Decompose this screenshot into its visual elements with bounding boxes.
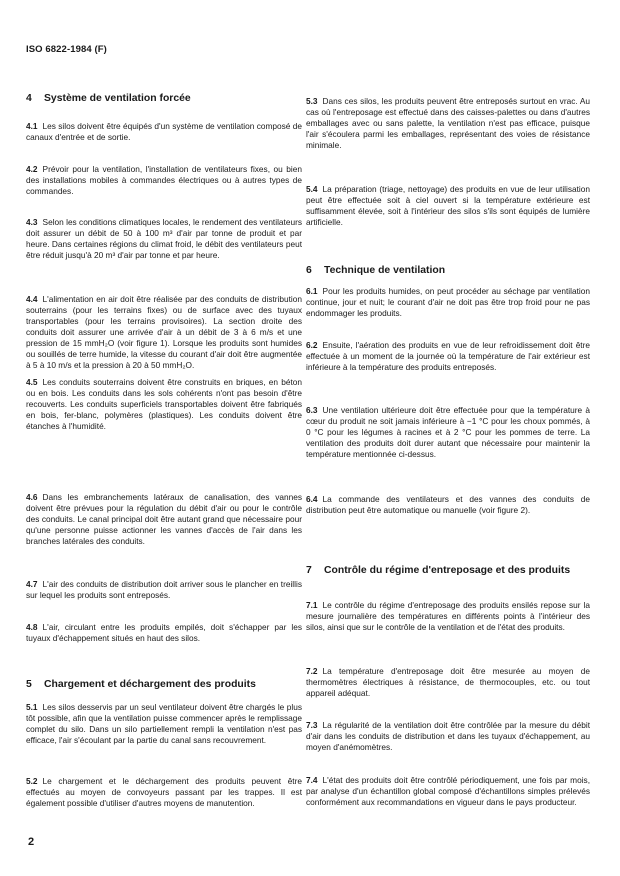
clause-text: Le chargement et le déchargement des produits peuvent être effectués au moyen de convoyeurs passant par les trappes. Il est également possible d'utiliser d'autres moyens de manutention. [26,776,302,809]
clause-text: La température d'entreposage doit être mesurée au moyen de thermomètres électriques à résistance, de thermocouples, etc. ou tout appareil adéquat. [306,666,590,699]
clause-paragraph [306,286,590,319]
clause-paragraph [26,702,302,746]
section-heading [26,92,302,105]
clause-paragraph [306,720,590,753]
clause-number: 5.2 [26,776,38,786]
clause-text: Prévoir pour la ventilation, l'installation de ventilateurs fixes, ou bien des installations mobiles à commandes électriques ou à autres types de commandes. [26,164,302,197]
clause-paragraph [306,494,590,516]
clause-text: Selon les conditions climatiques locales, le rendement des ventilateurs doit assurer un débit de 50 à 100 m³ d'air par tonne de produit et par heure. Dans certaines régions du climat froid, le débit des ventilateurs peut être réduit jusqu'à 20 m³ d'air par tonne et par heure. [26,217,302,261]
clause-text: La commande des ventilateurs et des vannes des conduits de distribution peut être automatique ou manuelle (voir figure 2). [306,494,590,516]
clause-paragraph [306,184,590,228]
clause-text: L'air des conduits de distribution doit arriver sous le plancher en treillis sur lequel les produits sont entreposés. [26,579,302,601]
clause-number: 6.3 [306,405,318,415]
clause-number: 7.2 [306,666,318,676]
clause-number: 5.4 [306,184,318,194]
section-heading [26,678,302,691]
clause-number: 4.2 [26,164,38,174]
clause-paragraph [306,340,590,373]
clause-text: Le contrôle du régime d'entreposage des produits ensilés repose sur la mesure journalière des températures en différents points à l'intérieur des silos, ainsi que sur le contrôle de la ventilation et de l'état des produits. [306,600,590,633]
clause-number: 5.3 [306,96,318,106]
section-title: Technique de ventilation [324,265,446,276]
clause-number: 4.7 [26,579,38,589]
clause-text: L'air, circulant entre les produits empilés, doit s'échapper par les tuyaux d'échappement situés en haut des silos. [26,622,302,644]
clause-number: 4.6 [26,492,38,502]
clause-number: 4.3 [26,217,38,227]
clause-paragraph [26,492,302,547]
clause-paragraph [306,405,590,460]
page-number: 2 [28,836,35,848]
clause-paragraph [26,622,302,644]
clause-number: 4.5 [26,377,38,387]
section-number: 5 [26,679,32,690]
clause-number: 7.3 [306,720,318,730]
clause-paragraph [26,121,302,143]
clause-text: Ensuite, l'aération des produits en vue de leur refroidissement doit être effectuée à un moment de la journée où la température de l'air extérieur est inférieure à la température des produits entreposés. [306,340,590,373]
clause-number: 4.4 [26,294,38,304]
clause-text: L'alimentation en air doit être réalisée par des conduits de distribution souterrains (pour les terrains fixes) ou de surface avec des tuyaux transportables (pour les terrains provisoires). La section droite des conduits doit assurer une arrivée d'air à un débit de 3 à 6 m/s et une pression de 15 mmH₂O (voir figure 1). Lorsque les produits sont humides ou souillés de terre humide, la vitesse du courant d'air doit être augmentée à 5 à 10 m/s et la pression à 20 à 50 mmH₂O. [26,294,302,371]
clause-number: 5.1 [26,702,38,712]
clause-number: 7.4 [306,775,318,785]
clause-number: 6.2 [306,340,318,350]
clause-paragraph [306,666,590,699]
clause-number: 4.8 [26,622,38,632]
clause-number: 6.1 [306,286,318,296]
section-number: 4 [26,93,32,104]
clause-paragraph [306,600,590,633]
clause-text: Une ventilation ultérieure doit être effectuée pour que la température à cœur du produit ne soit jamais inférieure à −1 °C pour les choux pommés, à 0 °C pour les légumes à racines et à 2 °C pour les pommes de terre. La ventilation des produits doit durer autant que nécessaire pour maintenir la température mentionnée ci-dessus. [306,405,590,460]
clause-text: L'état des produits doit être contrôlé périodiquement, une fois par mois, par analyse d'un échantillon global composé d'échantillons simples prélevés conformément aux recommandations en vigueur dans le pays producteur. [306,775,590,808]
clause-text: La régularité de la ventilation doit être contrôlée par la mesure du débit d'air dans les conduits de distribution et dans les tuyaux d'échappement, au moyen d'anémomètres. [306,720,590,753]
clause-paragraph [26,294,302,371]
clause-text: Pour les produits humides, on peut procéder au séchage par ventilation continue, jour et nuit; le courant d'air ne doit pas être trop froid pour ne pas endommager les produits. [306,286,590,319]
section-title: Contrôle du régime d'entreposage et des produits [324,565,571,576]
clause-paragraph [26,377,302,432]
section-title: Chargement et déchargement des produits [44,679,256,690]
clause-paragraph [306,775,590,808]
clause-text: Les silos desservis par un seul ventilateur doivent être chargés le plus tôt possible, afin que la ventilation puisse commencer après le remplissage complet du silo. Dans un silo partiellement rempli la ventilation n'est pas efficace, l'air s'écoulant par la partie du canal sans recouvrement. [26,702,302,746]
section-title: Système de ventilation forcée [44,93,191,104]
clause-paragraph [26,776,302,809]
clause-text: Dans les embranchements latéraux de canalisation, des vannes doivent être prévues pour la régulation du débit d'air ou pour le contrôle des conduits. Le canal principal doit être autant grand que nécessaire pour qu'une personne puisse actionner les vannes d'accès de l'air dans les branches latérales des conduits. [26,492,302,547]
clause-number: 6.4 [306,494,318,504]
clause-text: Les silos doivent être équipés d'un système de ventilation composé de canaux d'entrée et de sortie. [26,121,302,143]
clause-paragraph [26,217,302,261]
clause-paragraph [26,579,302,601]
clause-number: 7.1 [306,600,318,610]
clause-text: Les conduits souterrains doivent être construits en briques, en béton ou en bois. Les conduits dans les sols cohérents n'ont pas besoin d'être recouverts. Les conduits superficiels transportables doivent être fabriqués en bois, fer-blanc, polymères (plastiques). Les conduits doivent être étanches à l'humidité. [26,377,302,432]
section-heading [306,264,590,277]
section-heading [306,564,590,577]
section-number: 7 [306,565,312,576]
document-header: ISO 6822-1984 (F) [26,44,107,55]
clause-paragraph [306,96,590,151]
section-number: 6 [306,265,312,276]
clause-number: 4.1 [26,121,38,131]
clause-paragraph [26,164,302,197]
clause-text: La préparation (triage, nettoyage) des produits en vue de leur utilisation peut être effectuée soit à ciel ouvert si la température extérieure est suffisamment élevée, soit à l'intérieur des silos s'ils sont équipés de lumière artificielle. [306,184,590,228]
clause-text: Dans ces silos, les produits peuvent être entreposés surtout en vrac. Au cas où l'entreposage est effectué dans des caisses-palettes ou dans d'autres emballages avec ou sans palette, la ventilation n'est pas efficace, puisque l'air s'écoulera parmi les emballages, représentant des voies de résistance minimale. [306,96,590,151]
